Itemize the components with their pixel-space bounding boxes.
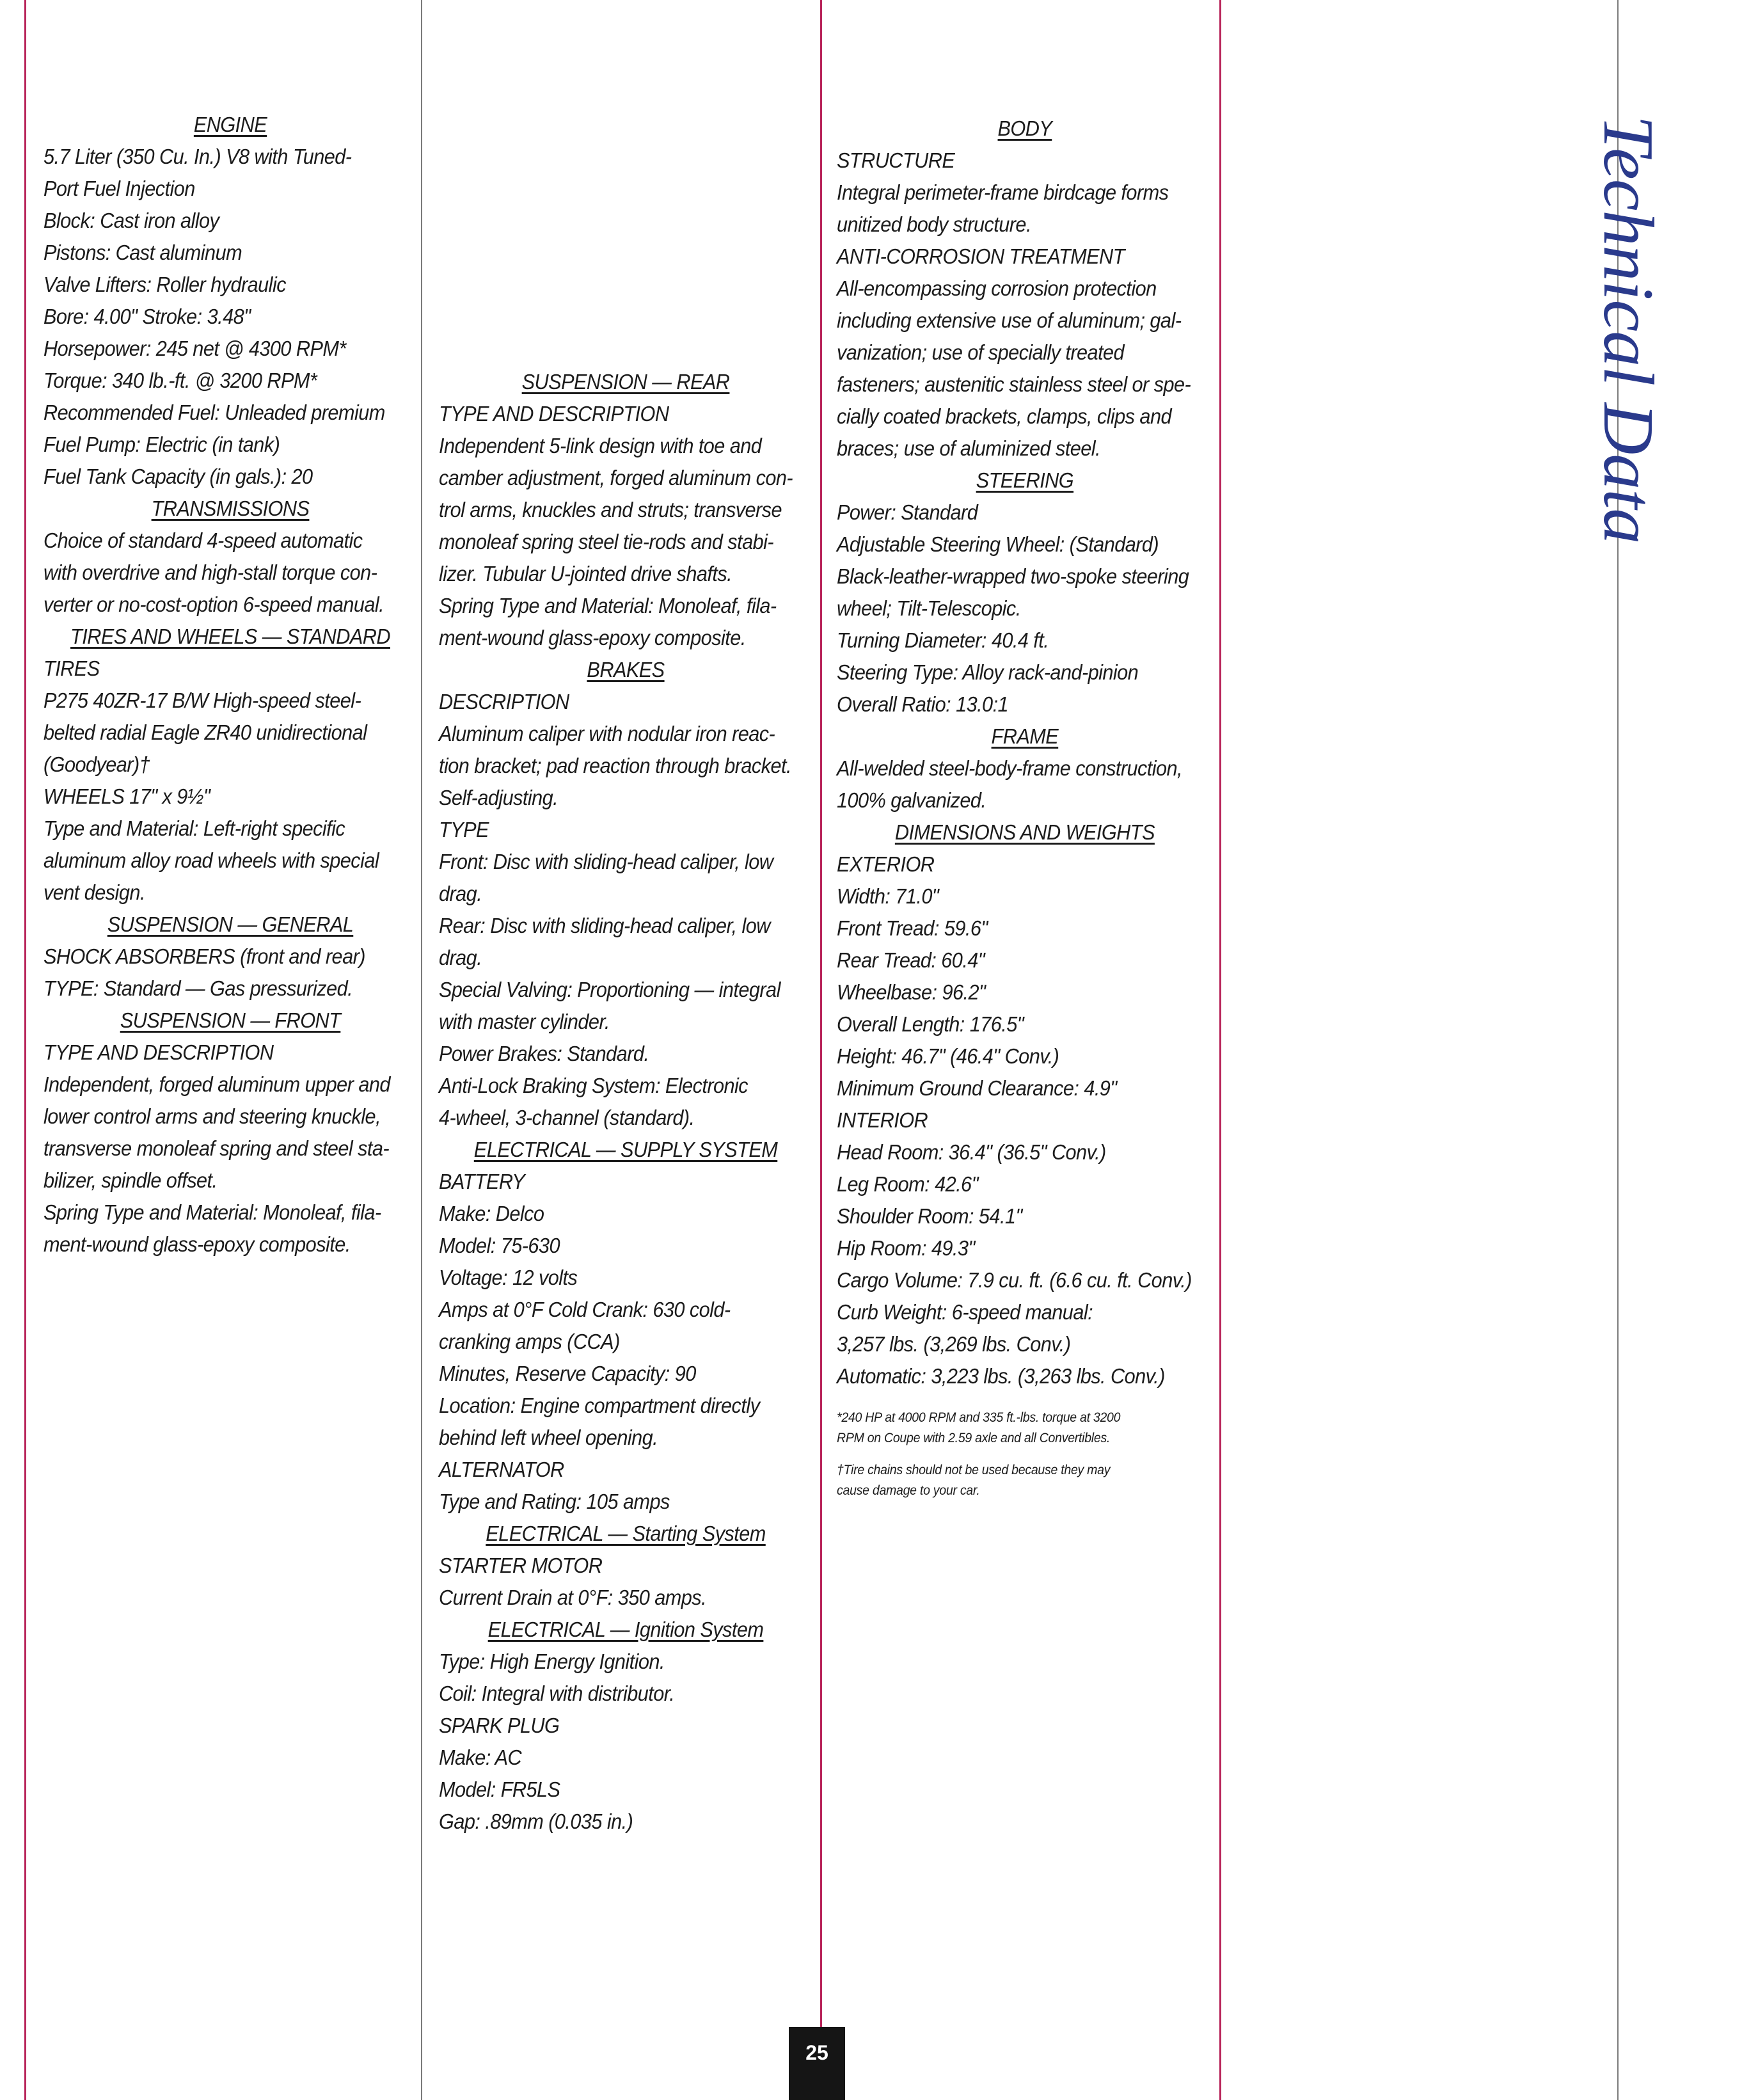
section-heading: SUSPENSION — GENERAL <box>107 912 354 936</box>
spec-line: Recommended Fuel: Unleaded premium <box>44 401 385 424</box>
column-rule-1 <box>421 0 422 2100</box>
spec-line: Pistons: Cast aluminum <box>44 241 242 264</box>
section-heading: BODY <box>997 116 1052 140</box>
spec-line: Head Room: 36.4" (36.5" Conv.) <box>837 1140 1106 1164</box>
section-heading: TIRES AND WHEELS — STANDARD <box>70 624 390 648</box>
section-heading: FRAME <box>991 724 1059 748</box>
spec-line: Amps at 0°F Cold Crank: 630 cold- <box>439 1298 731 1321</box>
spec-line: Fuel Pump: Electric (in tank) <box>44 433 280 456</box>
spec-line: Horsepower: 245 net @ 4300 RPM* <box>44 337 346 360</box>
spec-line: Front Tread: 59.6" <box>837 916 988 940</box>
spec-line: lower control arms and steering knuckle, <box>44 1104 381 1128</box>
spec-line: TYPE <box>439 818 489 841</box>
spec-line: Fuel Tank Capacity (in gals.): 20 <box>44 465 313 488</box>
spec-line: Model: 75-630 <box>439 1234 560 1257</box>
section-heading: SUSPENSION — REAR <box>521 370 730 394</box>
column-rule-2 <box>820 0 822 2100</box>
spec-line: wheel; Tilt-Telescopic. <box>837 596 1021 620</box>
spec-line: Independent, forged aluminum upper and <box>44 1072 390 1096</box>
spec-column-3 <box>837 113 1213 1392</box>
spec-line: Spring Type and Material: Monoleaf, fila- <box>44 1200 381 1224</box>
spec-line: Minimum Ground Clearance: 4.9" <box>837 1076 1117 1100</box>
spec-line: Automatic: 3,223 lbs. (3,263 lbs. Conv.) <box>837 1364 1165 1388</box>
spec-line: Current Drain at 0°F: 350 amps. <box>439 1586 707 1609</box>
spec-line: braces; use of aluminized steel. <box>837 436 1101 460</box>
spec-line: Steering Type: Alloy rack-and-pinion <box>837 660 1139 684</box>
spec-line: Power: Standard <box>837 500 978 524</box>
spec-line: SPARK PLUG <box>439 1714 560 1737</box>
spec-line: Overall Ratio: 13.0:1 <box>837 692 1009 716</box>
spec-line: Coil: Integral with distributor. <box>439 1682 675 1705</box>
spec-line: All-encompassing corrosion protection <box>837 276 1157 300</box>
spec-line: Adjustable Steering Wheel: (Standard) <box>837 532 1159 556</box>
footnotes <box>837 1408 1194 1513</box>
spec-line: ALTERNATOR <box>439 1458 564 1481</box>
spec-line: DESCRIPTION <box>439 690 569 713</box>
spec-line: Cargo Volume: 7.9 cu. ft. (6.6 cu. ft. Conv.) <box>837 1268 1192 1292</box>
spec-line: belted radial Eagle ZR40 unidirectional <box>44 720 367 744</box>
spec-line: transverse monoleaf spring and steel sta- <box>44 1136 390 1160</box>
spec-line: Aluminum caliper with nodular iron reac- <box>439 722 775 745</box>
spec-line: STRUCTURE <box>837 148 955 172</box>
spec-line: INTERIOR <box>837 1108 928 1132</box>
side-title: Technical Data <box>1588 115 1668 544</box>
footnote-hp: *240 HP at 4000 RPM and 335 ft.-lbs. torque at 3200 RPM on Coupe with 2.59 axle and all Convertibles. <box>837 1410 1121 1445</box>
spec-line: fasteners; austenitic stainless steel or spe- <box>837 372 1191 396</box>
spec-line: Anti-Lock Braking System: Electronic <box>439 1074 748 1097</box>
spec-line: trol arms, knuckles and struts; transverse <box>439 498 782 521</box>
spec-line: drag. <box>439 882 482 905</box>
section-heading: ELECTRICAL — Starting System <box>486 1522 766 1545</box>
spec-line: Minutes, Reserve Capacity: 90 <box>439 1362 696 1385</box>
spec-line: drag. <box>439 946 482 969</box>
spec-line: STARTER MOTOR <box>439 1554 603 1577</box>
spec-line: Leg Room: 42.6" <box>837 1172 978 1196</box>
spec-line: Make: Delco <box>439 1202 544 1225</box>
spec-line: Voltage: 12 volts <box>439 1266 578 1289</box>
section-heading: SUSPENSION — FRONT <box>120 1008 341 1032</box>
spec-line: TYPE: Standard — Gas pressurized. <box>44 976 353 1000</box>
page-number: 25 <box>789 2027 845 2100</box>
spec-line: verter or no-cost-option 6-speed manual. <box>44 593 384 616</box>
spec-line: tion bracket; pad reaction through bracket. <box>439 754 791 777</box>
section-heading: TRANSMISSIONS <box>151 497 310 520</box>
column-rule-3 <box>1219 0 1221 2100</box>
spec-line: Location: Engine compartment directly <box>439 1394 760 1417</box>
footnote-tire-chains: †Tire chains should not be used because they may cause damage to your car. <box>837 1463 1111 1498</box>
spec-line: unitized body structure. <box>837 212 1031 236</box>
spec-line: 5.7 Liter (350 Cu. In.) V8 with Tuned- <box>44 145 352 168</box>
spec-line: Independent 5-link design with toe and <box>439 434 762 457</box>
spec-line: Turning Diameter: 40.4 ft. <box>837 628 1049 652</box>
spec-line: Integral perimeter-frame birdcage forms <box>837 180 1169 204</box>
section-heading: DIMENSIONS AND WEIGHTS <box>894 820 1155 844</box>
spec-line: Gap: .89mm (0.035 in.) <box>439 1810 633 1833</box>
spec-line: Front: Disc with sliding-head caliper, low <box>439 850 773 873</box>
spec-line: Special Valving: Proportioning — integral <box>439 978 780 1001</box>
spec-line: WHEELS 17" x 9½" <box>44 784 210 808</box>
spec-line: 3,257 lbs. (3,269 lbs. Conv.) <box>837 1332 1071 1356</box>
spec-line: ment-wound glass-epoxy composite. <box>439 626 746 649</box>
spec-line: Width: 71.0" <box>837 884 939 908</box>
spec-line: bilizer, spindle offset. <box>44 1168 218 1192</box>
spec-line: SHOCK ABSORBERS (front and rear) <box>44 944 365 968</box>
spec-line: behind left wheel opening. <box>439 1426 658 1449</box>
spec-line: vent design. <box>44 880 145 904</box>
spec-line: Power Brakes: Standard. <box>439 1042 649 1065</box>
section-heading: ENGINE <box>193 113 267 136</box>
spec-line: TYPE AND DESCRIPTION <box>44 1040 274 1064</box>
spec-line: Valve Lifters: Roller hydraulic <box>44 273 287 296</box>
spec-line: Port Fuel Injection <box>44 177 195 200</box>
spec-column-1 <box>44 109 417 1261</box>
spec-line: Type and Rating: 105 amps <box>439 1490 670 1513</box>
spec-line: aluminum alloy road wheels with special <box>44 848 379 872</box>
spec-line: including extensive use of aluminum; gal- <box>837 308 1182 332</box>
spec-line: ment-wound glass-epoxy composite. <box>44 1232 351 1256</box>
spec-line: Type and Material: Left-right specific <box>44 816 345 840</box>
spec-line: EXTERIOR <box>837 852 935 876</box>
spec-line: TIRES <box>44 656 100 680</box>
spec-line: Black-leather-wrapped two-spoke steering <box>837 564 1189 588</box>
section-heading: ELECTRICAL — Ignition System <box>487 1618 764 1641</box>
section-heading: STEERING <box>976 468 1074 492</box>
spec-line: camber adjustment, forged aluminum con- <box>439 466 793 489</box>
spec-line: Rear: Disc with sliding-head caliper, low <box>439 914 770 937</box>
spec-line: Make: AC <box>439 1746 522 1769</box>
spec-line: Rear Tread: 60.4" <box>837 948 985 972</box>
section-heading: BRAKES <box>587 658 665 681</box>
spec-line: cially coated brackets, clamps, clips and <box>837 404 1171 428</box>
spec-line: Height: 46.7" (46.4" Conv.) <box>837 1044 1059 1068</box>
spec-column-2 <box>439 366 812 1838</box>
spec-line: Spring Type and Material: Monoleaf, fila- <box>439 594 777 617</box>
spec-line: Shoulder Room: 54.1" <box>837 1204 1022 1228</box>
spec-line: Self-adjusting. <box>439 786 558 809</box>
spec-line: vanization; use of specially treated <box>837 340 1125 364</box>
spec-line: Model: FR5LS <box>439 1778 560 1801</box>
spec-line: Block: Cast iron alloy <box>44 209 219 232</box>
spec-line: TYPE AND DESCRIPTION <box>439 402 669 426</box>
spec-line: All-welded steel-body-frame construction, <box>837 756 1183 780</box>
spec-line: Overall Length: 176.5" <box>837 1012 1024 1036</box>
spec-line: 4-wheel, 3-channel (standard). <box>439 1106 695 1129</box>
spec-line: Type: High Energy Ignition. <box>439 1650 665 1673</box>
spec-line: P275 40ZR-17 B/W High-speed steel- <box>44 688 361 712</box>
spec-line: Torque: 340 lb.-ft. @ 3200 RPM* <box>44 369 317 392</box>
section-heading: ELECTRICAL — SUPPLY SYSTEM <box>473 1138 778 1161</box>
spec-line: 100% galvanized. <box>837 788 986 812</box>
spec-line: ANTI-CORROSION TREATMENT <box>837 244 1125 268</box>
spec-line: Wheelbase: 96.2" <box>837 980 986 1004</box>
column-rule-left <box>24 0 26 2100</box>
spec-line: cranking amps (CCA) <box>439 1330 620 1353</box>
spec-line: with overdrive and high-stall torque con- <box>44 561 377 584</box>
spec-line: Bore: 4.00" Stroke: 3.48" <box>44 305 251 328</box>
spec-line: with master cylinder. <box>439 1010 610 1033</box>
spec-line: (Goodyear)† <box>44 752 150 776</box>
spec-line: Hip Room: 49.3" <box>837 1236 975 1260</box>
spec-line: monoleaf spring steel tie-rods and stabi- <box>439 530 774 553</box>
spec-line: lizer. Tubular U-jointed drive shafts. <box>439 562 732 585</box>
spec-line: Curb Weight: 6-speed manual: <box>837 1300 1093 1324</box>
spec-line: BATTERY <box>439 1170 525 1193</box>
spec-line: Choice of standard 4-speed automatic <box>44 529 363 552</box>
